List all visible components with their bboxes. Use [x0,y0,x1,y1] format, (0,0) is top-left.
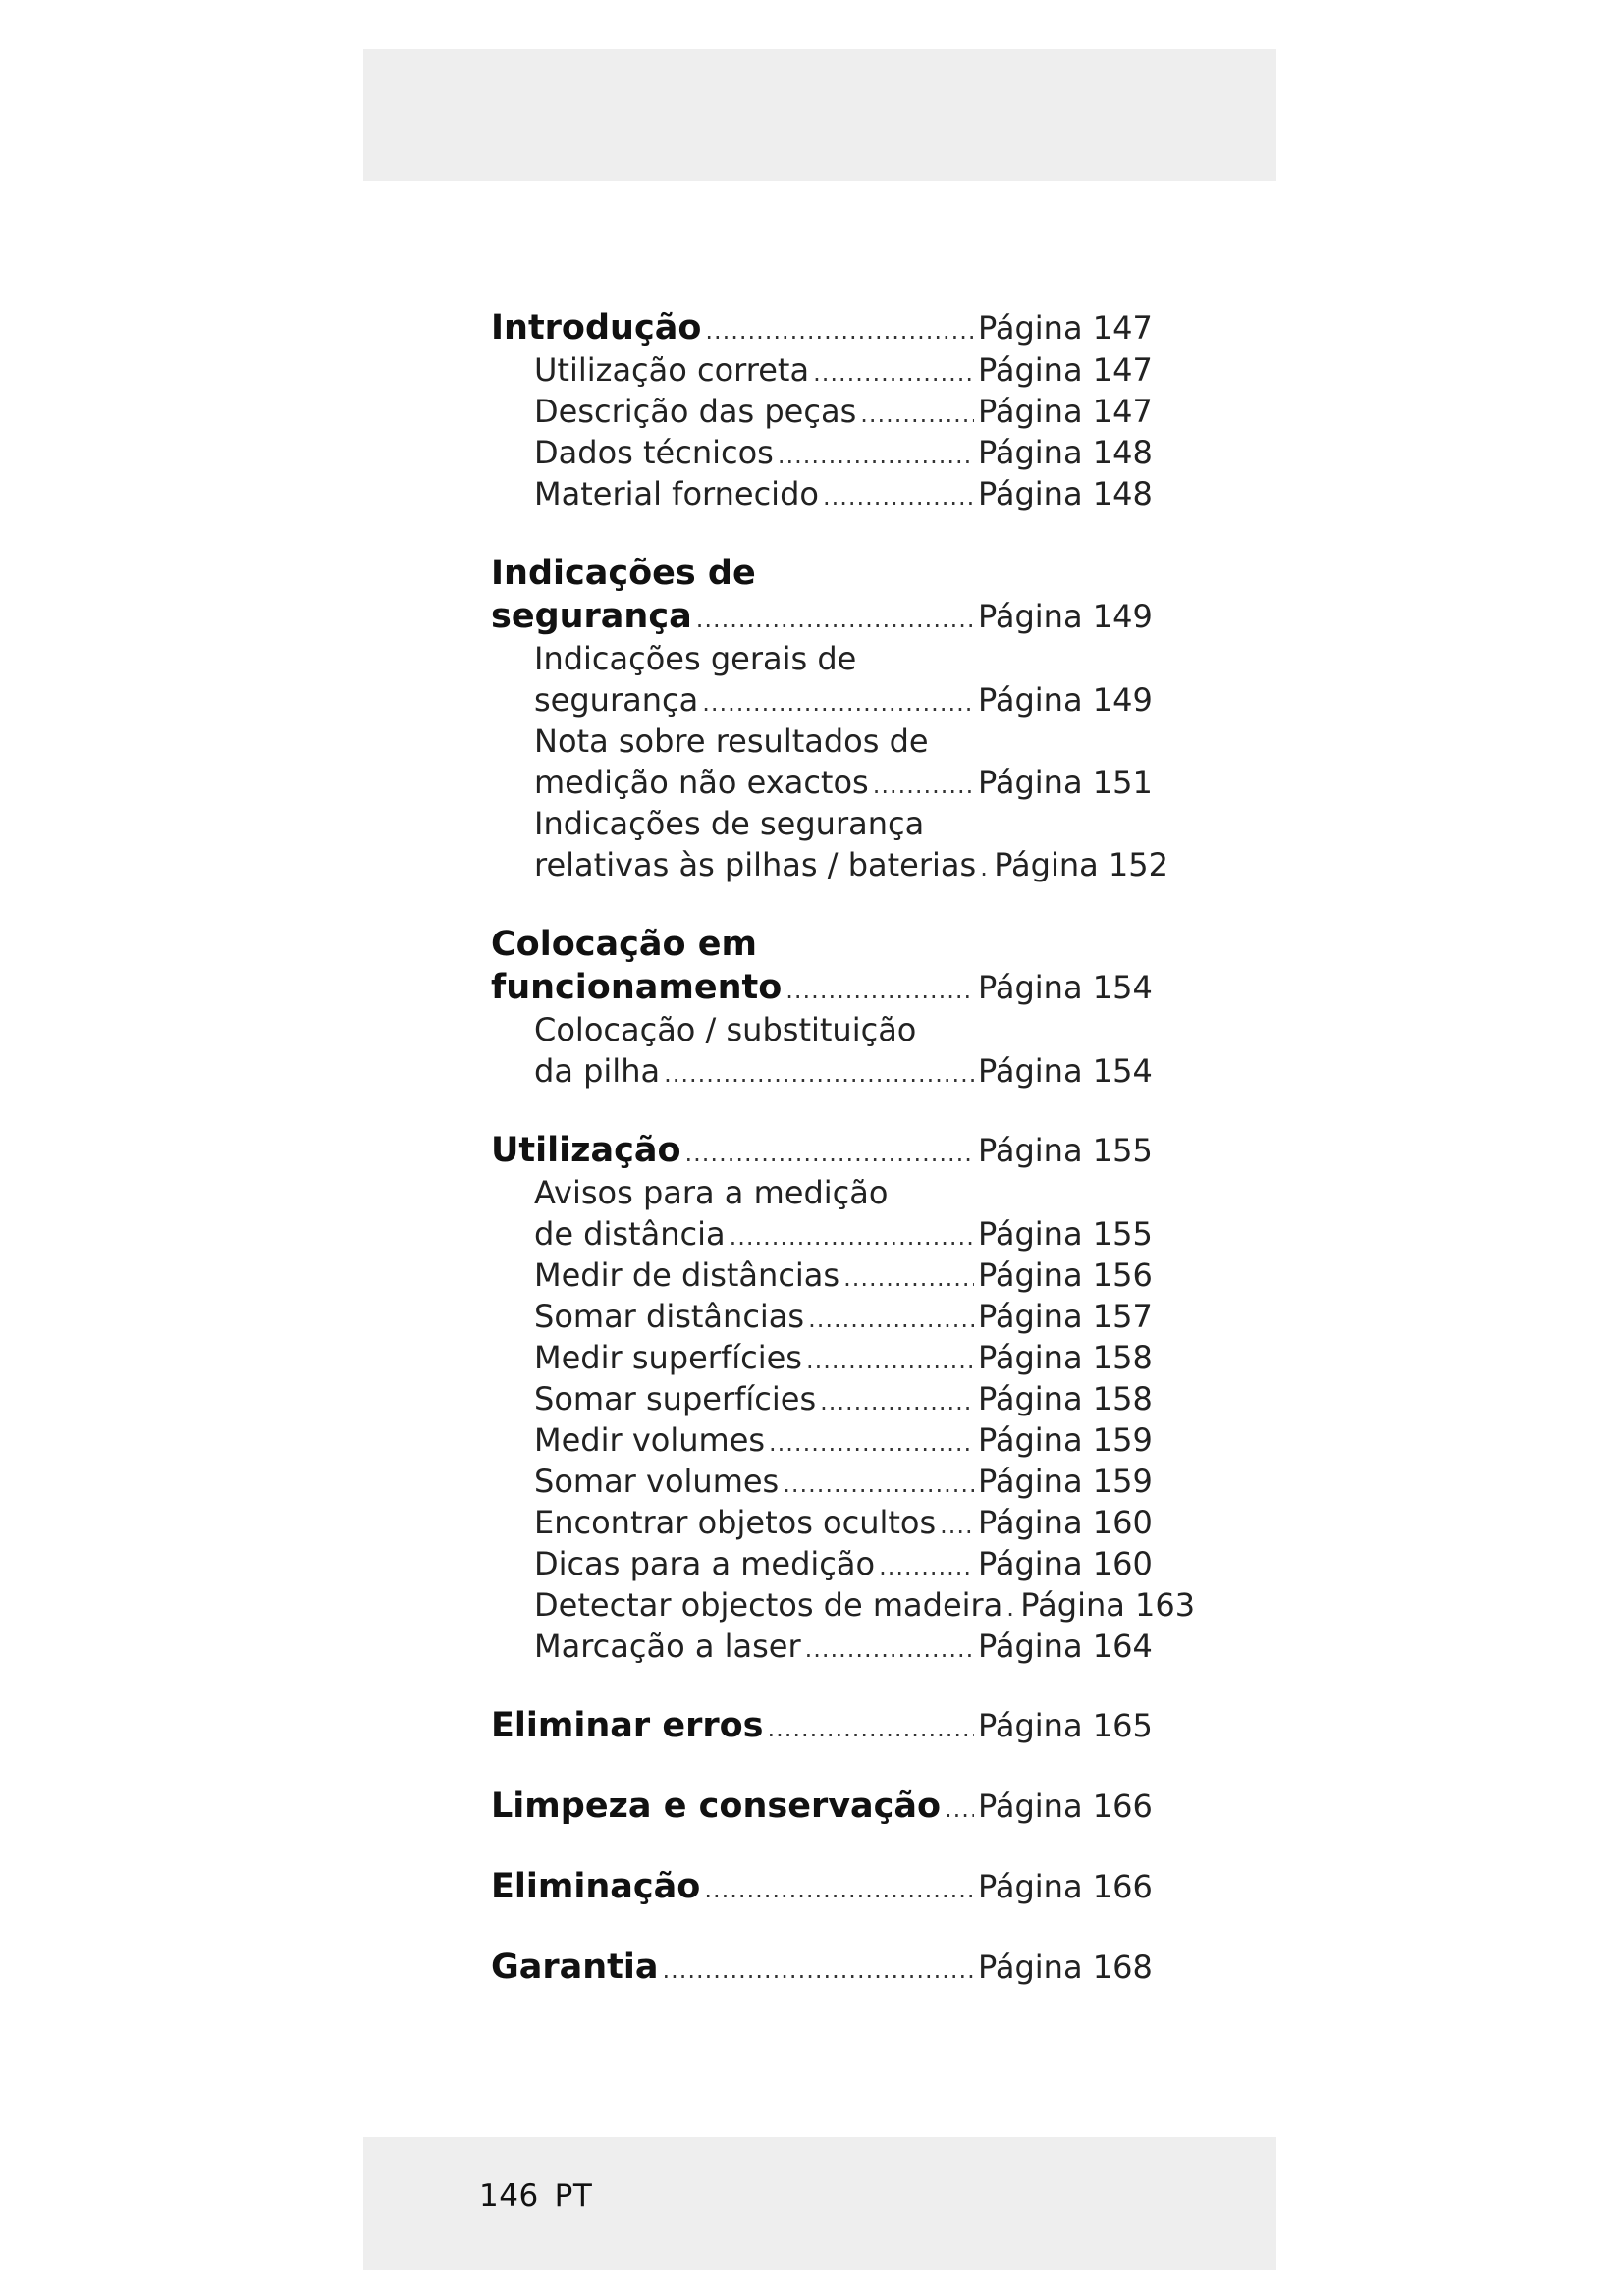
toc-heading-line[interactable] [491,552,1151,595]
toc-heading-line[interactable] [491,306,1151,349]
dot-leader [843,1257,974,1299]
toc-entry-text: Medir de distâncias [534,1256,840,1294]
page-reference: Página 151 [978,764,1153,801]
toc-heading-text: Utilização [491,1131,681,1170]
page-number: 146 [479,2178,539,2214]
toc-entry-line[interactable] [491,1009,1151,1050]
page-reference: Página 163 [1020,1586,1196,1624]
toc-entry-text: Dicas para a medição [534,1545,876,1582]
toc-entry-line[interactable] [491,762,1151,803]
page-reference: Página 158 [978,1339,1153,1376]
dot-leader [768,1707,975,1750]
header-band [363,49,1276,181]
toc-heading-text: Indicações de [491,554,756,593]
toc-entry-text: Somar distâncias [534,1298,805,1335]
toc-heading-text: Garantia [491,1948,659,1987]
page-reference: Página 154 [978,969,1153,1006]
page-reference: Página 152 [994,846,1168,883]
toc-entry-text: Somar superfícies [534,1380,817,1417]
toc-section [491,552,1168,885]
page-reference: Página 159 [978,1421,1153,1459]
toc-entry-line[interactable] [491,1502,1151,1543]
toc-entry-text: Dados técnicos [534,434,774,471]
page-reference: Página 147 [978,351,1153,389]
dot-leader [879,1546,974,1587]
page-reference: Página 160 [978,1545,1153,1582]
toc-entry-text: segurança [534,681,699,719]
page-reference: Página 149 [978,681,1153,719]
dot-leader [860,394,974,435]
toc-entry-line[interactable] [491,721,1151,762]
toc-entry-line[interactable] [491,1461,1151,1502]
page-reference: Página 155 [978,1132,1153,1169]
toc-section [491,306,1151,514]
page-reference: Página 148 [978,434,1153,471]
toc-entry-line[interactable] [491,1378,1151,1419]
page-reference: Página 160 [978,1504,1153,1541]
dot-leader [664,1053,974,1095]
toc-entry-text: Marcação a laser [534,1628,801,1665]
toc-entry-line[interactable] [491,844,1168,885]
dot-leader [980,847,990,888]
toc-entry-text: medição não exactos [534,764,869,801]
toc-heading-text: segurança [491,597,692,636]
page-reference: Página 165 [978,1707,1153,1744]
toc-entry-text: Avisos para a medição [534,1174,889,1211]
toc-entry-line[interactable] [491,679,1151,721]
page-reference: Página 157 [978,1298,1153,1335]
toc-section [491,923,1151,1092]
page-reference: Página 156 [978,1256,1153,1294]
toc-heading-line[interactable] [491,1129,1151,1172]
page-reference: Página 166 [978,1788,1153,1825]
toc-entry-text: relativas às pilhas / baterias [534,846,977,883]
toc-entry-line[interactable] [491,638,1151,679]
toc-heading-text: Eliminação [491,1867,701,1906]
toc-heading-text: Eliminar erros [491,1706,764,1745]
toc-section [491,1865,1151,1908]
page-reference: Página 154 [978,1052,1153,1090]
toc-entry-line[interactable] [491,473,1151,514]
page-reference: Página 168 [978,1949,1153,1986]
toc-entry-text: Descrição das peças [534,393,857,430]
toc-entry-text: Colocação / substituição [534,1011,917,1048]
toc-heading-line[interactable] [491,595,1151,638]
toc-section [491,1704,1151,1747]
dot-leader [813,352,974,394]
dot-leader [704,1868,974,1911]
toc-entry-text: Utilização correta [534,351,810,389]
toc-entry-text: Medir volumes [534,1421,766,1459]
toc-entry-text: Nota sobre resultados de [534,722,929,760]
toc-entry-line[interactable] [491,1255,1151,1296]
toc-entry-line[interactable] [491,1584,1196,1626]
page-reference: Página 166 [978,1868,1153,1905]
toc-entry-line[interactable] [491,1543,1151,1584]
toc-entry-text: de distância [534,1215,726,1253]
toc-heading-text: Limpeza e conservação [491,1787,942,1826]
dot-leader [730,1216,974,1257]
toc-heading-text: funcionamento [491,968,783,1007]
toc-entry-text: Indicações gerais de [534,640,857,677]
toc-entry-text: Indicações de segurança [534,805,925,842]
dot-leader [806,1340,974,1381]
toc-heading-line[interactable] [491,1865,1151,1908]
toc-entry-line[interactable] [491,1626,1151,1667]
toc-entry-line[interactable] [491,432,1151,473]
language-code: PT [554,2178,593,2214]
page-reference: Página 147 [978,309,1153,347]
dot-leader [685,1132,974,1175]
toc-heading-line[interactable] [491,1785,1151,1828]
dot-leader [805,1629,974,1670]
toc-entry-line[interactable] [491,349,1151,391]
toc-entry-text: Detectar objectos de madeira [534,1586,1003,1624]
toc-entry-line[interactable] [491,391,1151,432]
toc-heading-text: Introdução [491,308,702,347]
toc-entry-text: Medir superfícies [534,1339,802,1376]
dot-leader [1006,1587,1016,1629]
dot-leader [808,1299,974,1340]
dot-leader [769,1422,974,1464]
toc-entry-text: da pilha [534,1052,661,1090]
dot-leader [663,1949,975,1992]
toc-entry-line[interactable] [491,803,1151,844]
toc-section [491,1129,1196,1667]
footer-band [363,2137,1276,2270]
page-reference: Página 158 [978,1380,1153,1417]
toc-section [491,1785,1151,1828]
toc-entry-text: Somar volumes [534,1463,780,1500]
toc-heading-text: Colocação em [491,925,757,964]
dot-leader [783,1464,974,1505]
table-of-contents [491,306,1196,2026]
toc-heading-line[interactable] [491,923,1151,966]
toc-entry-line[interactable] [491,1213,1151,1255]
dot-leader [873,765,974,806]
page-reference: Página 159 [978,1463,1153,1500]
toc-heading-line[interactable] [491,1946,1151,1989]
toc-entry-text: Material fornecido [534,475,819,512]
dot-leader [785,969,974,1012]
page-reference: Página 147 [978,393,1153,430]
dot-leader [823,476,974,517]
toc-heading-line[interactable] [491,1704,1151,1747]
dot-leader [945,1788,974,1831]
toc-section [491,1946,1151,1989]
page-reference: Página 148 [978,475,1153,512]
toc-entry-line[interactable] [491,1337,1151,1378]
toc-heading-line[interactable] [491,966,1151,1009]
toc-entry-line[interactable] [491,1296,1151,1337]
page-footer [479,2178,592,2214]
dot-leader [705,309,974,352]
page-reference: Página 155 [978,1215,1153,1253]
dot-leader [778,435,974,476]
toc-entry-text: Encontrar objetos ocultos [534,1504,937,1541]
toc-entry-line[interactable] [491,1419,1151,1461]
dot-leader [696,598,974,641]
toc-entry-line[interactable] [491,1050,1151,1092]
dot-leader [820,1381,974,1422]
dot-leader [940,1505,974,1546]
dot-leader [702,682,974,723]
page-reference: Página 149 [978,598,1153,635]
page-reference: Página 164 [978,1628,1153,1665]
toc-entry-line[interactable] [491,1172,1151,1213]
